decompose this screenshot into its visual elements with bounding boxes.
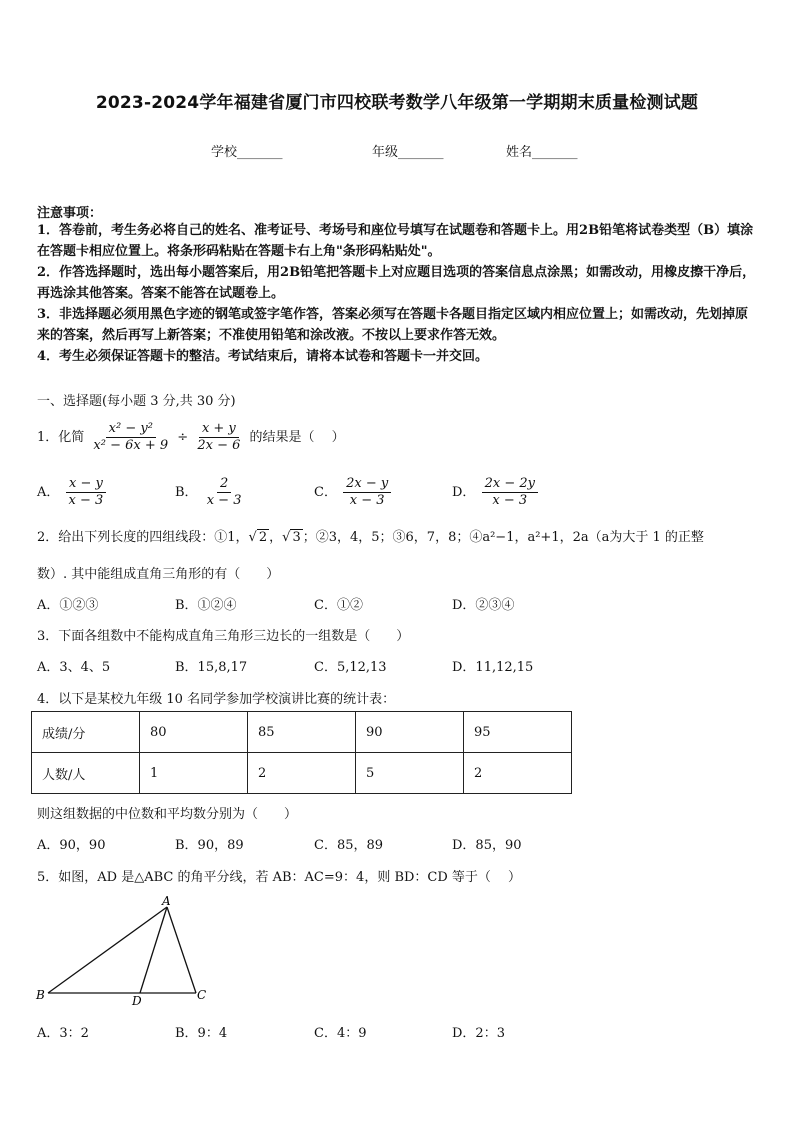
table-cell: 成绩/分 — [32, 712, 140, 753]
question-3: 3．下面各组数中不能构成直角三角形三边长的一组数是（ ） — [37, 629, 410, 644]
q3-option-c: C．5,12,13 — [314, 660, 387, 675]
q1-option-a: A． $\frac{x - y}{x - 3}$ — [37, 476, 108, 509]
page-title: 2023-2024学年福建省厦门市四校联考数学八年级第一学期期末质量检测试题 — [95, 93, 699, 113]
question-4: 4．以下是某校九年级 10 名同学参加学校演讲比赛的统计表： — [37, 692, 396, 707]
school-field: 学校_______ — [211, 145, 283, 160]
q1-suffix: 的结果是（ ） — [249, 430, 345, 445]
q5-option-c: C．4：9 — [314, 1026, 367, 1041]
q5-option-d: D．2：3 — [452, 1026, 505, 1041]
q2-option-d: D．②③④ — [452, 598, 515, 613]
q1-fraction-1: $\frac{\text{x² − y²}}{\text{x² − 6x + 9}}$ — [93, 421, 169, 453]
label-d: D — [132, 994, 142, 1008]
q2-option-b: B．①②④ — [175, 598, 237, 613]
question-2-line2: 数）. 其中能组成直角三角形的有（ ） — [37, 567, 280, 582]
label-b: B — [36, 988, 45, 1002]
note-item-1: 1．答卷前，考生务必将自己的姓名、准考证号、考场号和座位号填写在试题卷和答题卡上。用2B铅笔将试卷类型（B）填涂在答题卡相应位置上。将条形码粘贴在答题卡右上角"条形码粘贴处"。 — [37, 223, 754, 259]
table-row — [32, 712, 572, 753]
question-5: 5．如图，AD 是△ABC 的角平分线，若 AB：AC=9：4，则 BD：CD 等于（ ） — [37, 870, 522, 885]
q4-option-c: C．85，89 — [314, 838, 384, 853]
question-1 — [37, 421, 345, 454]
note-item-4: 4．考生必须保证答题卡的整洁。考试结束后，请将本试卷和答题卡一并交回。 — [37, 349, 489, 364]
side-ac — [167, 907, 196, 993]
q2-option-c: C．①② — [314, 598, 363, 613]
q4-option-b: B．90，89 — [175, 838, 244, 853]
segment-ad — [140, 907, 167, 993]
sqrt-3: √ 3 — [282, 530, 301, 545]
table-cell: 85 — [248, 712, 356, 753]
table-cell: 人数/人 — [32, 753, 140, 794]
note-item-3: 3．非选择题必须用黑色字迹的钢笔或签字笔作答，答案必须写在答题卡各题目指定区域内相应位置上；如需改动，先划掉原来的答案，然后再写上新答案；不准使用铅笔和涂改液。不按以上要求作答无效。 — [37, 307, 749, 343]
q4-option-d: D．85，90 — [452, 838, 522, 853]
q5-option-b: B．9：4 — [175, 1026, 228, 1041]
score-table — [31, 711, 572, 794]
q4-option-a: A．90，90 — [37, 838, 106, 853]
q1-operator: ÷ — [177, 430, 189, 445]
table-cell: 2 — [464, 753, 572, 794]
note-item-2: 2．作答选择题时，选出每小题答案后，用2B铅笔把答题卡上对应题目选项的答案信息点涂黑；如需改动，用橡皮擦干净后，再选涂其他答案。答案不能答在试题卷上。 — [37, 265, 756, 301]
table-cell: 80 — [140, 712, 248, 753]
q1-option-b: B． $\frac{2}{x - 3}$ — [175, 476, 242, 508]
q3-option-b: B．15,8,17 — [175, 660, 248, 675]
label-c: C — [197, 988, 207, 1002]
name-field: 姓名_______ — [506, 145, 578, 160]
table-cell: 2 — [248, 753, 356, 794]
section-heading: 一、选择题(每小题 3 分,共 30 分) — [37, 394, 236, 409]
label-a: A — [162, 894, 171, 908]
table-cell: 95 — [464, 712, 572, 753]
q2-option-a: A．①②③ — [37, 598, 99, 613]
question-4-prompt: 则这组数据的中位数和平均数分别为（ ） — [37, 807, 298, 822]
q5-option-a: A．3：2 — [37, 1026, 89, 1041]
table-cell: 1 — [140, 753, 248, 794]
sqrt-2: √ 2 — [248, 530, 268, 545]
grade-field: 年级_______ — [372, 145, 444, 160]
notes-heading: 注意事项： — [37, 206, 103, 221]
table-cell: 5 — [356, 753, 464, 794]
q1-fraction-2: $\frac{x + y}{2x - 6}$ — [197, 421, 241, 453]
q3-option-a: A．3、4、5 — [37, 660, 111, 675]
table-row — [32, 753, 572, 794]
q1-prefix: 1．化简 — [37, 430, 85, 445]
triangle-figure — [30, 890, 220, 1010]
question-2: 2．给出下列长度的四组线段：①1，√ 2 ，√ 3 ；②3，4，5；③6，7，8；④a²−1，a²+1，2a（a为大于 1 的正整 — [37, 530, 704, 545]
q1-option-d: D． $\frac{2x - 2y}{x - 3}$ — [452, 476, 540, 509]
table-cell: 90 — [356, 712, 464, 753]
q3-option-d: D．11,12,15 — [452, 660, 534, 675]
q1-option-c: C． $\frac{2x - y}{x - 3}$ — [314, 476, 393, 509]
side-ab — [48, 907, 167, 993]
